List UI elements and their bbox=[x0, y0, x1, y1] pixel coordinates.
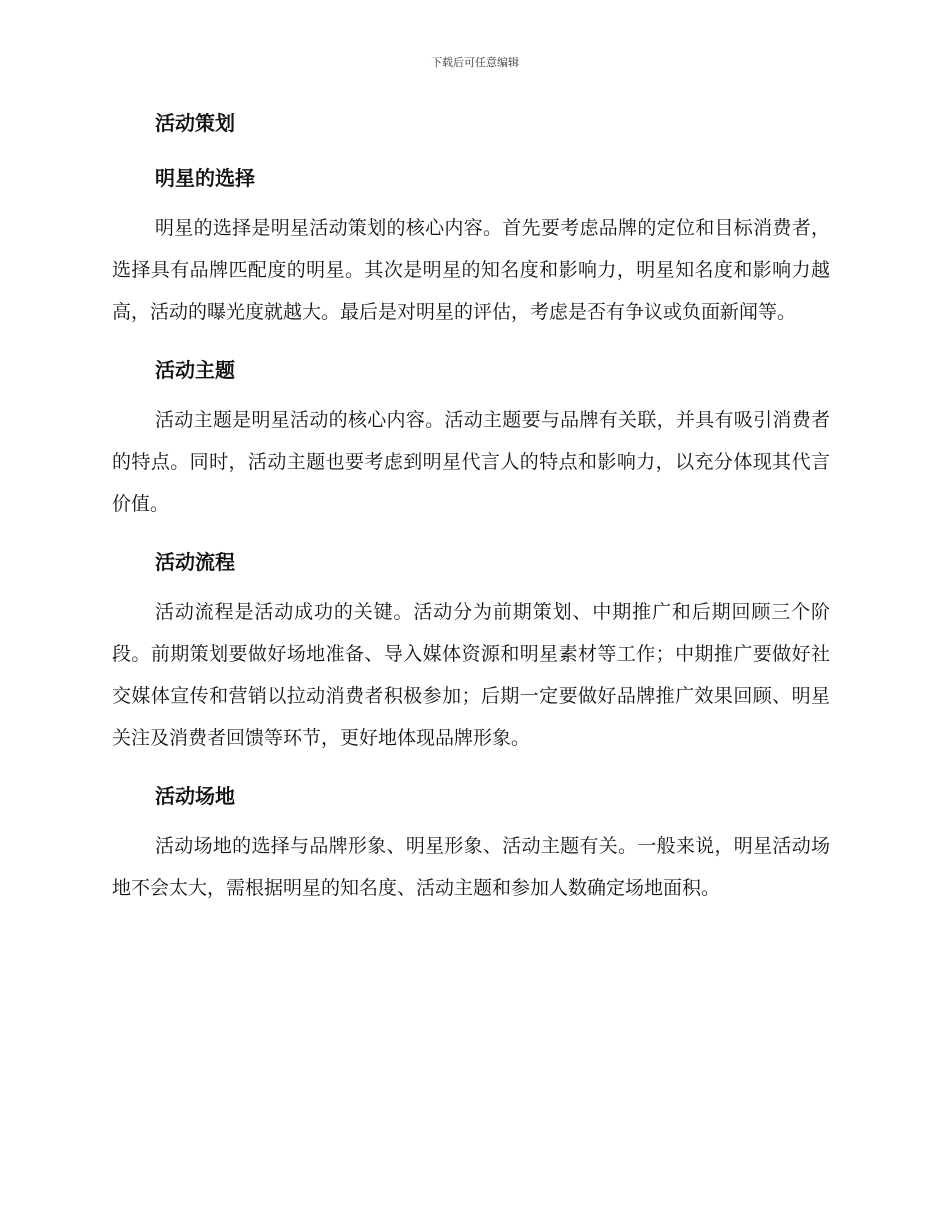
header-note: 下载后可任意编辑 bbox=[431, 56, 519, 69]
section-body: 活动场地的选择与品牌形象、明星形象、活动主题有关。一般来说，明星活动场地不会太大，需根据明星的知名度、活动主题和参加人数确定场地面积。 bbox=[112, 835, 830, 899]
section-heading: 活动场地 bbox=[155, 784, 235, 808]
document-title: 活动策划 bbox=[155, 111, 235, 135]
section-body: 活动主题是明星活动的核心内容。活动主题要与品牌有关联，并具有吸引消费者的特点。同时，活动主题也要考虑到明星代言人的特点和影响力，以充分体现其代言价值。 bbox=[112, 409, 830, 515]
section-event-process bbox=[112, 547, 830, 759]
section-body: 活动流程是活动成功的关键。活动分为前期策划、中期推广和后期回顾三个阶段。前期策划要做好场地准备、导入媒体资源和明星素材等工作；中期推广要做好社交媒体宣传和营销以拉动消费者积极参加；后期一定要做好品牌推广效果回顾、明星关注及消费者回馈等环节，更好地体现品牌形象。 bbox=[112, 601, 830, 749]
section-body: 明星的选择是明星活动策划的核心内容。首先要考虑品牌的定位和目标消费者，选择具有品牌匹配度的明星。其次是明星的知名度和影响力，明星知名度和影响力越高，活动的曝光度就越大。最后是对明星的评估，考虑是否有争议或负面新闻等。 bbox=[112, 217, 830, 323]
section-heading: 活动主题 bbox=[155, 358, 235, 382]
section-star-selection bbox=[112, 163, 830, 333]
section-event-theme bbox=[112, 355, 830, 525]
document-content bbox=[112, 108, 830, 931]
section-heading: 明星的选择 bbox=[155, 166, 255, 190]
section-event-venue bbox=[112, 781, 830, 909]
section-heading: 活动流程 bbox=[155, 550, 235, 574]
